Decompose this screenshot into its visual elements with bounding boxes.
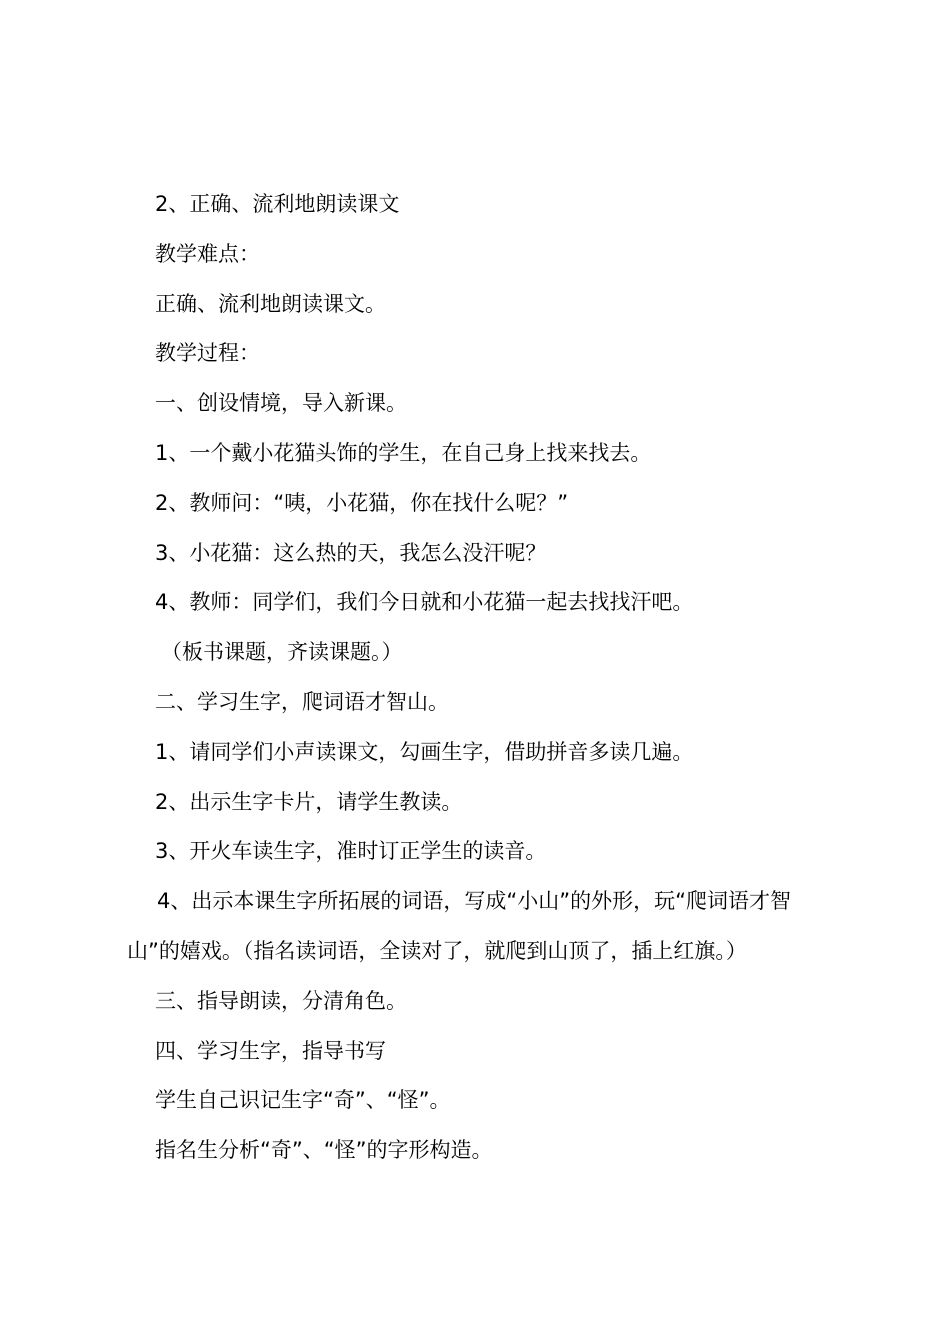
- document-body: [127, 180, 837, 1176]
- text-line: 2、正确、流利地朗读课文: [155, 192, 400, 216]
- text-line: 3、开火车读生字，准时订正学生的读音。: [155, 839, 547, 864]
- text-line: 4、教师：同学们，我们今日就和小花猫一起去找找汗吧。: [155, 590, 694, 615]
- section-heading: 教学过程：: [155, 341, 260, 366]
- step-heading: 四、学习生字，指导书写: [155, 1038, 386, 1063]
- text-line: 2、出示生字卡片，请学生教读。: [155, 789, 463, 814]
- section-heading: 教学难点：: [155, 241, 260, 266]
- text-line: （板书课题，齐读课题。）: [161, 640, 403, 665]
- text-line: 3、小花猫：这么热的天，我怎么没汗呢？: [155, 540, 547, 565]
- text-line: 1、请同学们小声读课文，勾画生字，借助拼音多读几遍。: [155, 739, 694, 764]
- step-heading: 二、学习生字，爬词语才智山。: [155, 689, 449, 714]
- wrapped-paragraph: 4、出示本课生字所拓展的词语，写成“小山”的外形，玩“爬词语才智山”的嬉戏。（指名读词语，全读对了，就爬到山顶了，插上红旗。）: [127, 889, 791, 963]
- text-line: 2、教师问：“咦，小花猫，你在找什么呢？”: [155, 490, 569, 515]
- text-line: 指名生分析“奇”、“怪”的字形构造。: [155, 1138, 493, 1163]
- text-line: 学生自己识记生字“奇”、“怪”。: [155, 1088, 451, 1113]
- text-line: 1、一个戴小花猫头饰的学生，在自己身上找来找去。: [155, 440, 652, 465]
- step-heading: 一、创设情境，导入新课。: [155, 391, 407, 416]
- step-heading: 三、指导朗读，分清角色。: [155, 988, 407, 1013]
- text-line: 正确、流利地朗读课文。: [155, 291, 386, 316]
